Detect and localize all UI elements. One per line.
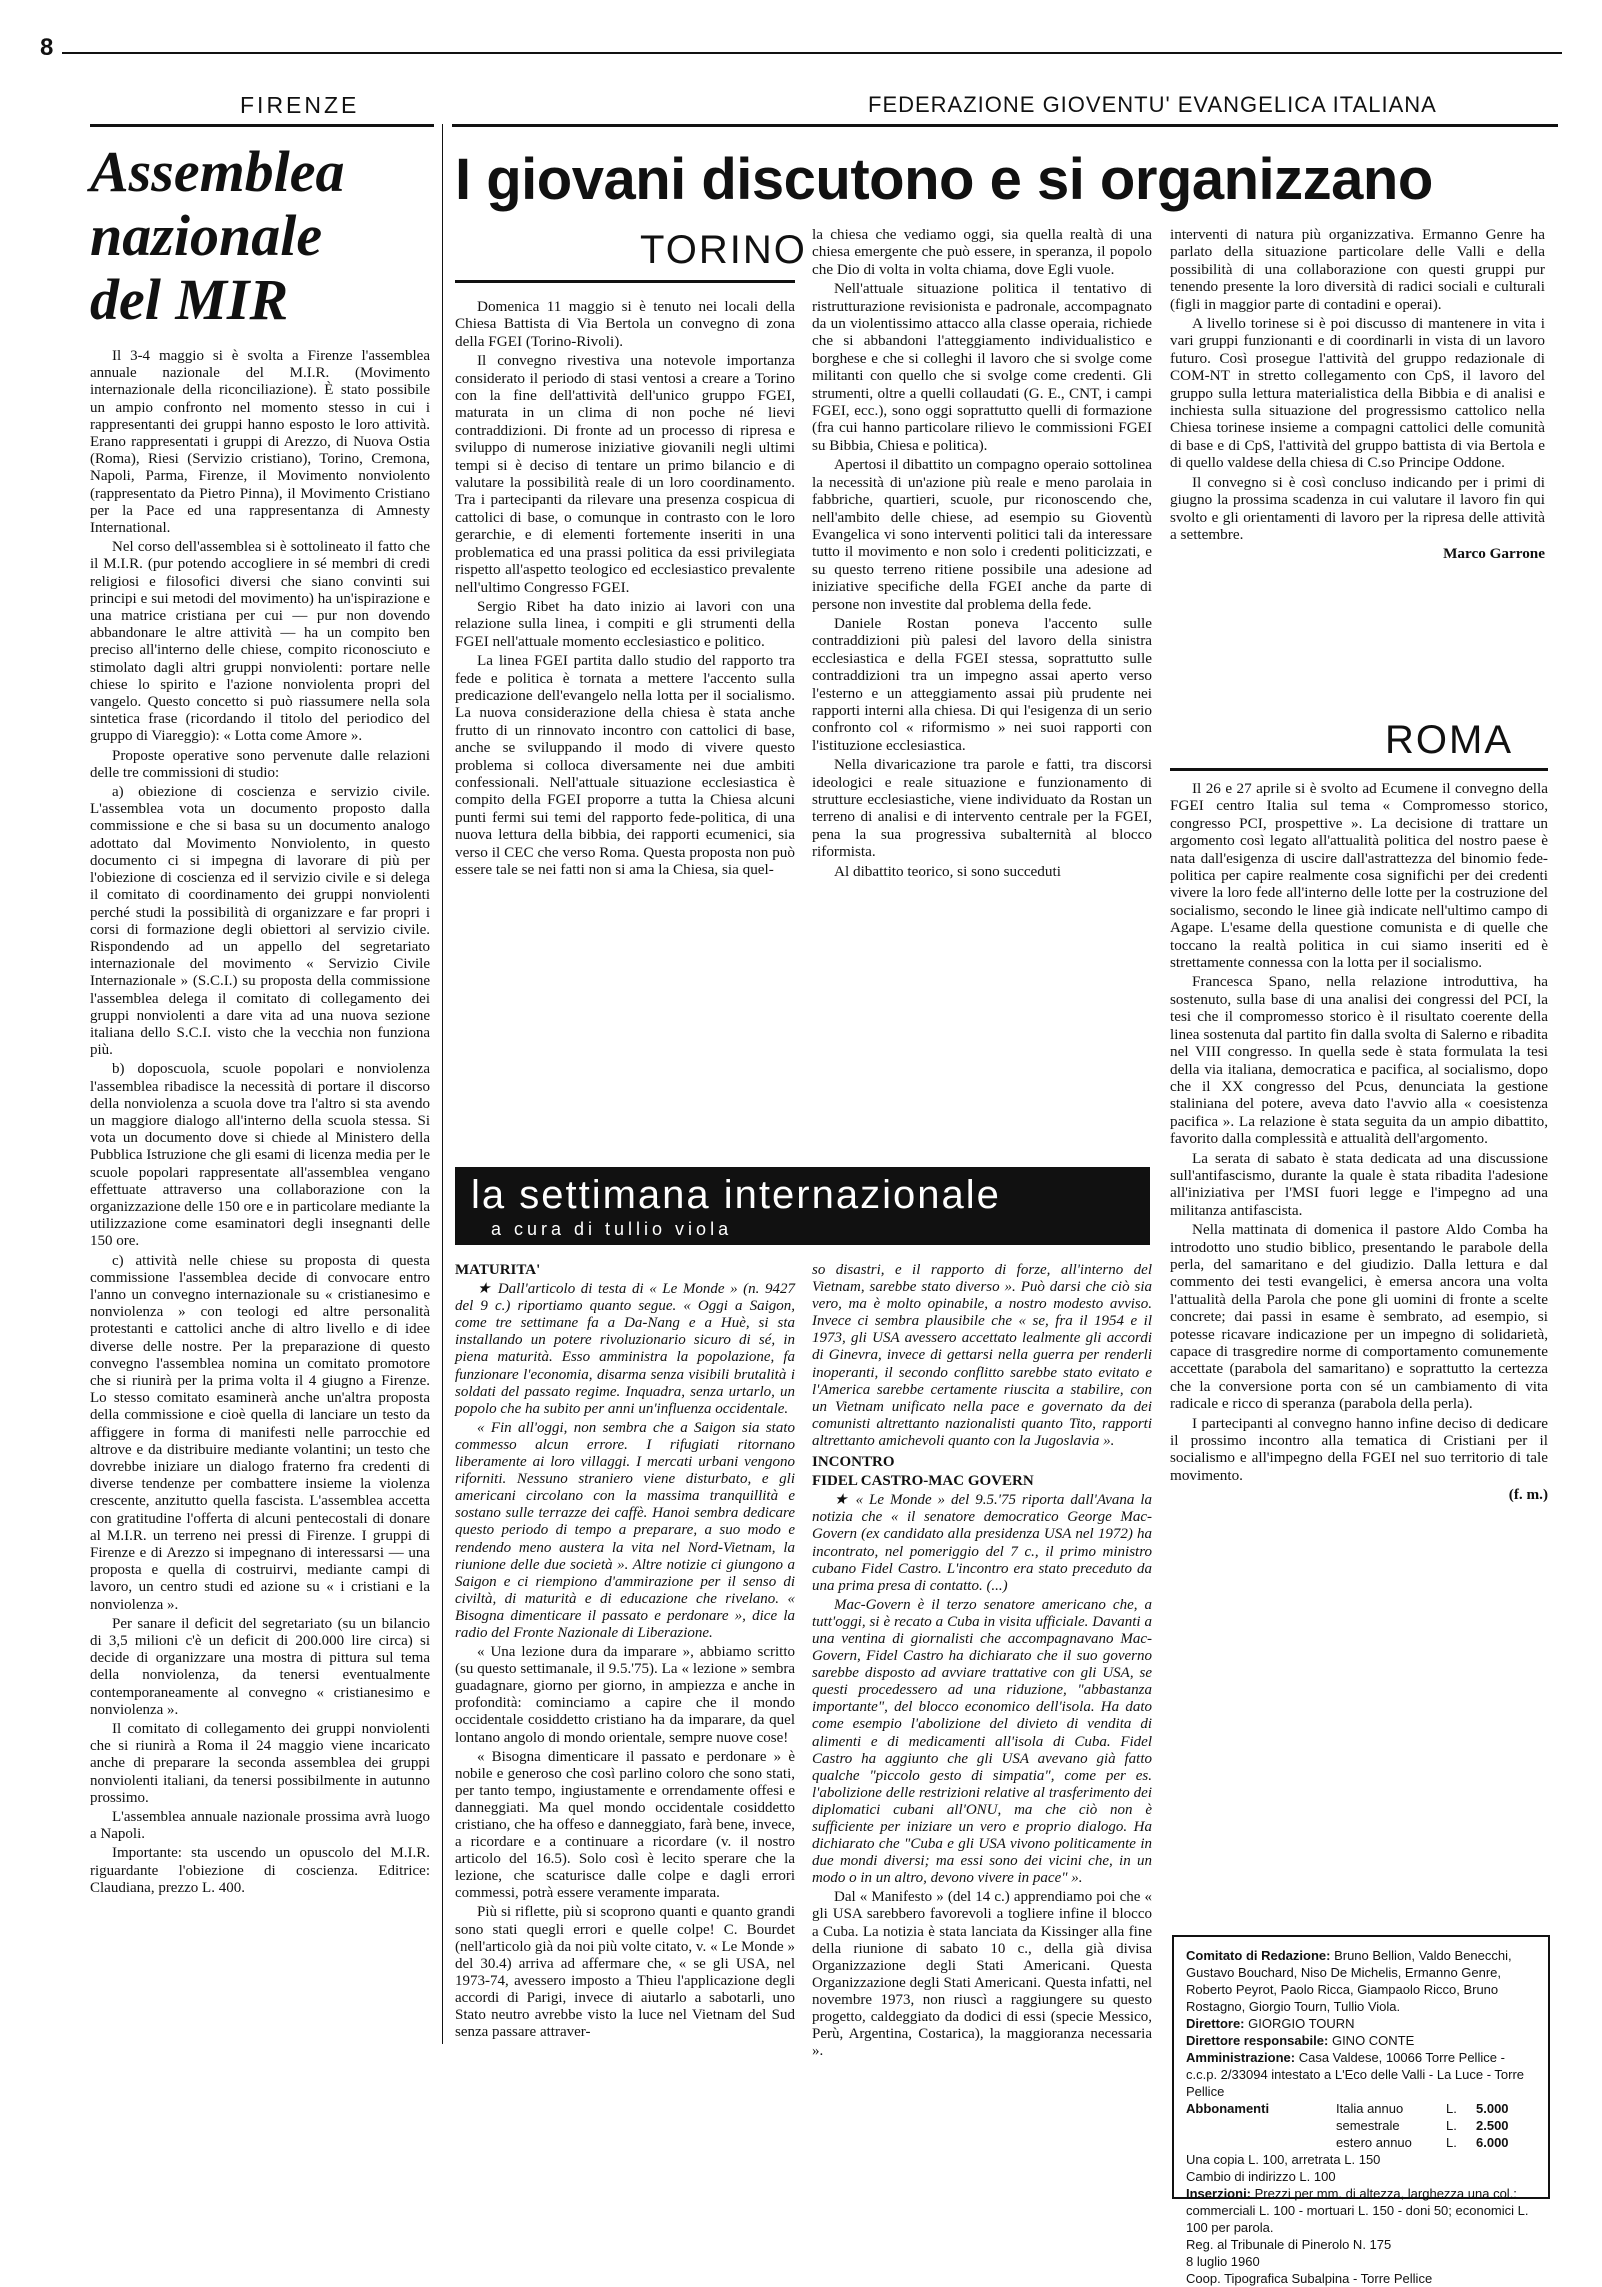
paragraph: Apertosi il dibattito un compagno operaio sottolinea la necessità di un'azione più reale e meno parolaia in fabbriche, quartieri, scuole, pur riconoscendo che, nell'ambito delle chiese, ad esempio su Gioventù Evangelica vi sono interventi politici tali da interessare tutto il movimento e non solo i credenti politicizzati, e su questo terreno ritiene possibile una adesione ad iniziative specifiche della FGEI anche da parte di persone non investite dal problema della fede. (812, 456, 1152, 613)
paragraph: La serata di sabato è stata dedicata ad una discussione sull'antifascismo, durante la quale è stata ribadita l'adesione all'iniziativa per l'MSI fuori legge e l'impegno ad una militanza antifascista. (1170, 1149, 1548, 1219)
colophon-cambio: Cambio di indirizzo L. 100 (1186, 2169, 1336, 2184)
label: Direttore: (1186, 2016, 1245, 2031)
colophon-registrazione-data: 8 luglio 1960 (1186, 2254, 1260, 2269)
signature-fm: (f. m.) (1508, 1486, 1548, 1504)
paragraph: Il comitato di collegamento dei gruppi nonviolenti che si riunirà a Roma il 24 maggio viene incaricato anche di preparare la seconda assemblea dei gruppi nonviolenti italiani, da tenersi possibilmente in autunno prossimo. (90, 1721, 430, 1806)
label: Direttore responsabile: (1186, 2033, 1329, 2048)
paragraph: Daniele Rostan poneva l'accento sulle contraddizioni più palesi del lavoro della sinistra ecclesiastica e della FGEI stessa, soprattutto sulle contraddizioni tra un impegno assai aperto verso l'esterno e un atteggiamento assai più prudente nei rapporti interni alla chiesa. Di qui l'esigenza di un serio confronto col « riformismo » nei suoi rapporti con l'istituzione ecclesiastica. (812, 614, 1152, 754)
colophon-inserzioni (1186, 2185, 1536, 2236)
paragraph: ★ « Le Monde » del 9.5.'75 riporta dall'Avana la notizia che « il senatore democratico George Mac-Govern (ex candidato alla presidenza USA nel 1972) ha incontrato, nel pomeriggio del 7 c., il primo ministro cubano Fidel Castro. L'incontro era stato preceduto da una prima presa di contatto. (...) (812, 1492, 1152, 1594)
section-fgei: FEDERAZIONE GIOVENTU' EVANGELICA ITALIANA (868, 92, 1437, 117)
paragraph: Mac-Govern è il terzo senatore americano che, a tutt'oggi, si è recato a Cuba in visita ufficiale. Davanti a una ventina di giornalisti che accompagnavano Mac-Govern, Fidel Castro ha dichiarato che il suo governo sarebbe disposto ad avviare trattative con gli USA, se questi procedessero ad una riduzione, "abbastanza importante", del blocco economico dell'isola. Ha dato come esempio l'abolizione del divieto di vendita di alimenti e di medicamenti all'isola di Cuba. Fidel Castro ha aggiunto che gli USA avevano già fatto qualche "piccolo gesto di simpatia", come per es. l'abolizione delle restrizioni relative al trasferimento dei diplomatici cubani all'ONU, ma che ciò non è sufficiente per iniziare un vero e proprio dialogo. Ha dichiarato che "Cuba e gli USA vivono politicamente in due mondi diversi; ma essi sono dei vicini che, in un modo o in un altro, devono vivere in pace" ». (812, 1596, 1152, 1887)
paragraph: Sergio Ribet ha dato inizio ai lavori con una relazione sulla linea, i compiti e gli strumenti della FGEI nell'attuale momento ecclesiastico e politico. (455, 597, 795, 650)
paragraph: Domenica 11 maggio si è tenuto nei locali della Chiesa Battista di Via Bertola un convegno di zona della FGEI (Torino-Rivoli). (455, 298, 795, 350)
paragraph: Francesca Spano, nella relazione introduttiva, ha sostenuto, sulla base di una analisi dei congressi del PCI, la tesi che il compromesso storico è il risultato coerente della linea sostenuta dal partito fin dalla svolta di Salerno e ribadita nel VIII congresso. In quella sede è stata formulata la tesi della via italiana, democratica e pacifica, al socialismo, dopo che il XX congresso del Pcus, denunciata la gestione staliniana del potere, aveva dato l'avvio alla « coesistenza pacifica ». La relazione è stata seguita da un ampio dibattito, favorito dalla complessità e attualità dell'argomento. (1170, 973, 1548, 1148)
section-firenze: FIRENZE (240, 92, 360, 118)
torino-col-2 (812, 226, 1152, 1148)
page-number: 8 (40, 34, 54, 61)
settimana-byline: a cura di tullio viola (491, 1219, 733, 1239)
paragraph: L'assemblea annuale nazionale prossima avrà luogo a Napoli. (90, 1809, 430, 1843)
paragraph: c) attività nelle chiese su proposta di questa commissione l'assemblea decide di convocare entro l'anno un convegno internazionale su « cristianesimo e nonviolenza » con teologi ed altre personalità protestanti e cattolici anche di altro livello e di idee diverse delle nostre. Per la preparazione di questo convegno l'assemblea nomina un comitato promotore che si riunirà per la prima volta il 4 giugno a Firenze. Lo stesso comitato esaminerà anche un'altra proposta della commissione e cioè quella di lanciare un testo da affiggere in forma di manifesti nelle parrocchie ed altrove e da distribuire mediante volantini; un testo che dovrebbe iniziare un dialogo fraterno fra credenti di diverse tendenze per combattere insieme la violenza crescente, anzitutto quella fascista. L'assemblea accetta con gratitudine l'offerta di alcuni pentecostali di donare al M.I.R. un terreno nei pressi di Firenze. I gruppi di Firenze e di Arezzo si impegnano di interessarsi — una proposta e quella di costruirvi, mediante campi di lavoro, un centro studi ed azione su « i cristiani e la nonviolenza ». (90, 1252, 430, 1613)
colophon-registrazione: Reg. al Tribunale di Pinerolo N. 175 (1186, 2237, 1392, 2252)
paragraph: Proposte operative sono pervenute dalle relazioni delle tre commissioni di studio: (90, 747, 430, 781)
currency: L. (1446, 2118, 1457, 2133)
column-divider (442, 124, 443, 2044)
settimana-col-1 (455, 1262, 795, 2050)
value: GINO CONTE (1331, 2033, 1415, 2048)
paragraph: A livello torinese si è poi discusso di mantenere in vita i vari gruppi funzionanti e di coordinarli in vista di un lavoro futuro. Così prosegue l'attività del gruppo redazionale di COM-NT in stretto collegamento con CpS, il lavoro del gruppo sulla lettura materialistica della Bibbia e di analisi e inchiesta sulla situazione del progressismo cattolico nella Chiesa torinese insieme a compagni cattolici delle comunità di base e di CpS, l'attività del gruppo battista di via Bertola e di quello valdese della chiesa di C.so Principe Oddone. (1170, 315, 1545, 472)
paragraph: Dal « Manifesto » (del 14 c.) apprendiamo poi che « gli USA sarebbero favorevoli a togliere infine il blocco a Cuba. La notizia è stata lanciata da Kissinger alla fine della riunione di sabato 10 c., della già divisa Organizzazione degli Stati Americani. Questa Organizzazione degli Stati Americani. Questa infatti, nel novembre 1973, non riuscì a raggiungere su questo progetto, caldeggiato da dodici di essi (specie Messico, Perù, Argentina, Costarica), la maggioranza necessaria ». (812, 1889, 1152, 2060)
price-label: semestrale (1336, 2118, 1400, 2133)
header-rule-left (90, 124, 434, 127)
city-torino: TORINO (640, 228, 807, 272)
top-rule (62, 52, 1562, 54)
paragraph: la chiesa che vediamo oggi, sia quella realtà di una chiesa emergente che può essere, in speranza, il popolo che Dio di volta in volta chiama, dove Egli vuole. (812, 226, 1152, 278)
label: Comitato di Redazione: (1186, 1948, 1331, 1963)
value: Casa Valdese, 10066 Torre Pellice - c.c.p. 2/33094 intestato a L'Eco delle Valli - La Luce - Torre Pellice (1186, 2050, 1525, 2099)
paragraph: ★ Dall'articolo di testa di « Le Monde » (n. 9427 del 9 c.) riportiamo quanto segue. « Oggi a Saigon, come tre settimane fa a Da-Nang e a Huè, si sta installando un potere rivoluzionario sicuro di sé, in piena maturità. Esso amministra la popolazione, fa funzionare l'economia, disarma senza visibili brutalità i soldati del passato regime. Inquadra, senza urtarlo, un popolo che ha subito per anni un'influenza occidentale. (455, 1281, 795, 1417)
price-label: estero annuo (1336, 2135, 1412, 2150)
city-roma: ROMA (1385, 718, 1513, 762)
label: Abbonamenti (1186, 2101, 1270, 2116)
paragraph: Più si riflette, più si scoprono quanti e quanto grandi sono stati quegli errori e quelle colpe! C. Bourdet (nell'articolo già da noi più volte citato, v. « Le Monde » del 30.4) arriva ad affermare che, « se gli USA, nel 1973-74, avessero imposto a Thieu l'applicazione degli accordi di Parigi, invece di aiutarlo a sabotarli, uno Stato neutro avrebbe visto la luce nel Vietnam del Sud senza passare attraver- (455, 1904, 795, 2041)
colophon-prices (1186, 2100, 1536, 2151)
paragraph: b) doposcuola, scuole popolari e nonviolenza l'assemblea ribadisce la necessità di portare il discorso della nonviolenza a scuola dove tra l'altro si sta avendo un maggiore dialogo all'interno della scuola stessa. Si vota un documento dove si chiede al Ministero della Pubblica Istruzione che gli esami di licenza media per le scuole popolari rappresentate all'assemblea vengano effettuate attraverso una collaborazione con la organizzazione delle 150 ore e in particolare mediante la utilizzazione come esaminatori degli insegnanti delle 150 ore. (90, 1061, 430, 1250)
torino-rule (455, 280, 795, 283)
roma-rule (1170, 768, 1548, 771)
paragraph: interventi di natura più organizzativa. Ermanno Genre ha parlato della situazione particolare delle Valli e della possibilità di una collaborazione con questi gruppi pur tenendo presente la loro diversità di radici sociali e culturali (figli in maggior parte di contadini e operai). (1170, 226, 1545, 313)
main-headline: I giovani discutono e si organizzano (455, 147, 1433, 212)
paragraph: Nell'attuale situazione politica il tentativo di ristrutturazione revisionista e padronale, accompagnato da un violentissimo attacco alla classe operaia, richiede che si abbandoni l'atteggiamento individualistico e borghese e che si colleghi il lavoro che si svolge come militanti con quello che si svolge come credenti. Gli strumenti, oltre a quelli collaudati (G. E., CNT, i campi FGEI, ecc.), sono oggi soprattutto quelli di formazione (fra cui hanno particolare rilievo le commissioni FGEI su Bibbia, Chiesa e politica). (812, 280, 1152, 454)
mir-title-line-3: del MIR (90, 267, 289, 332)
colophon-redazione (1186, 1947, 1536, 2015)
paragraph: Il 3-4 maggio si è svolta a Firenze l'assemblea annuale nazionale del M.I.R. (Movimento internazionale della riconciliazione). È stato possibile un ampio confronto nel momento stesso in cui i rappresentanti dei gruppi hanno esposto le loro attività. Erano rappresentati i gruppi di Arezzo, di Nuova Ostia (Roma), Riesi (Servizio cristiano), Torino, Cremona, Napoli, Parma, Firenze, il Movimento nonviolento (rappresentato da Pietro Pinna), il Movimento Cristiano per la Pace ed una rappresentanza di Amnesty International. (90, 348, 430, 537)
paragraph: Il convegno si è così concluso indicando per i primi di giugno la prossima scadenza in cui valutare il lavoro fin qui svolto e gli orientamenti di lavoro per la ripresa delle attività a settembre. (1170, 473, 1545, 543)
mir-title-line-2: nazionale (90, 203, 323, 268)
mir-title-line-1: Assemblea (90, 139, 345, 204)
colophon-amministrazione (1186, 2049, 1536, 2100)
mir-body (90, 348, 430, 2050)
paragraph: Nel corso dell'assemblea si è sottolineato il fatto che il M.I.R. (pur potendo accogliere in sé membri di credi religiosi e filosofici diversi che siano convinti sui principi e sui metodi del movimento) ha un'ispirazione e una matrice cristiana per cui — pur non dovendo abbandonare le altre attività — ha un compito ben preciso all'interno delle chiese, compito riconosciuto e stimolato dagli altri gruppi nonviolenti: portare nelle chiese lo spirito e l'azione nonviolenta propri del vangelo. Questo concetto si può riassumere nella sola sintetica frase (ricordando il titolo del periodico del gruppo di Viareggio): « Lotta come Amore ». (90, 539, 430, 745)
mir-title (90, 140, 430, 332)
label: Amministrazione: (1186, 2050, 1296, 2065)
value: Bruno Bellion, Valdo Benecchi, Gustavo Bouchard, Niso De Michelis, Ermanno Genre, Roberto Peyrot, Paolo Ricca, Giampaolo Ricco, Bruno Rostagno, Giorgio Tourn, Tullio Viola. (1186, 1948, 1512, 2014)
value: GIORGIO TOURN (1248, 2016, 1355, 2031)
paragraph: I partecipanti al convegno hanno infine deciso di dedicare il prossimo incontro alla tematica di Cristiani per il socialismo e all'impegno della FGEI nel suo territorio di tale movimento. (1170, 1414, 1548, 1484)
colophon-direttore (1186, 2015, 1536, 2032)
heading-incontro: INCONTRO (812, 1454, 895, 1471)
signature-garrone: Marco Garrone (1443, 545, 1545, 563)
paragraph: a) obiezione di coscienza e servizio civile. L'assemblea vota un documento proposto dalla commissione e che si basa su un documento analogo adottato dal Movimento Nonviolento, in questo documento ci si impegna di lavorare di più per l'obiezione di coscienza ed il servizio civile e si delega il comitato di coordinamento dei gruppi nonviolenti perché studi la possibilità di organizzare e far propri i corsi di formazione degli obiettori al servizio civile. Rispondendo ad un appello del segretariato internazionale del movimento « Servizio Civile Internazionale » (S.C.I.) su proposta della commissione l'assemblea delega il comitato di collegamento dei gruppi nonviolenti a dare vita ad una nuova sezione italiana dello S.C.I. visto che la vecchia non funziona più. (90, 784, 430, 1059)
colophon-tipografia: Coop. Tipografica Subalpina - Torre Pellice (1186, 2271, 1433, 2286)
colophon-copia: Una copia L. 100, arretrata L. 150 (1186, 2152, 1381, 2167)
heading-maturita: MATURITA' (455, 1262, 541, 1278)
paragraph: « Una lezione dura da imparare », abbiamo scritto (su questo settimanale, il 9.5.'75). La « lezione » sembra guadagnare, giorno per giorno, in ampiezza e anche in profondità: cominciamo a capire che il mondo occidentale cosiddetto cristiano ha da imparare, da quel lontano angolo di mondo orientale, sempre nuove cose! (455, 1644, 795, 1746)
paragraph: so disastri, e il rapporto di forze, all'interno del Vietnam, sarebbe stato diverso ». Può darsi che ciò sia vero, ma è molto opinabile, a nostro modesto avviso. Invece ci sembra plausibile che « se, fra il 1954 e il 1973, gli USA avessero accettato lealmente gli accordi di Ginevra, invece di gettarsi nella guerra per renderli inoperanti, il secondo conflitto sarebbe stato evitato e l'America sarebbe certamente riuscita a stabilire, con un Vietnam unificato nella pace e governato da dei comunisti altrettanto nazionalisti quanto Tito, rapporti altrettanto amichevoli quanto con la Jugoslavia ». (812, 1262, 1152, 1449)
paragraph: Il 26 e 27 aprile si è svolto ad Ecumene il convegno della FGEI centro Italia sul tema « Compromesso storico, congresso PCI, prospettive ». La decisione di trattare un argomento così legato all'attualità politica del nostro paese è nata dall'esigenza di uscire dall'astrattezza del binomio fede-politica per capire realmente cosa significhi per dei credenti vivere la loro fede all'interno delle lotte per la costruzione del socialismo, secondo le linee già indicate nell'ultimo campo di Agape. L'esame della questione comunista e di quelle che toccano la realtà politica in cui siamo inseriti ed è strettamente connessa con la lotta per il socialismo. (1170, 780, 1548, 972)
roma-body (1170, 780, 1548, 1925)
heading-castro-macgovern: FIDEL CASTRO-MAC GOVERN (812, 1473, 1034, 1490)
paragraph: Nella mattinata di domenica il pastore Aldo Comba ha introdotto uno studio biblico, presentando le parabole della perla, del samaritano e del giudizio. Dalla lettura e dal commento dei testi evangelici, è emersa ancora una volta l'attualità della Parola che pone gli uomini di fronte a scelte concrete; dai passi in esame è sembrato, ad esempio, si potesse ricavare indicazione per un impegno di solidarietà, capace di trasgredire norme di comportamento comunemente accettate (parabola del samaritano) e soprattutto la certezza che la conversione porta con sé un cambiamento di vita radicale e ricco di speranza (parabola della perla). (1170, 1221, 1548, 1413)
colophon-responsabile (1186, 2032, 1536, 2049)
price-value: 2.500 (1476, 2118, 1509, 2133)
paragraph: La linea FGEI partita dallo studio del rapporto tra fede e politica è tornata a mettere l'accento sulla predicazione dell'evangelo nella lotta per il socialismo. La nuova considerazione della chiesa è stata anche frutto di un rinnovato incontro con cattolici di base, anche se sviluppando il modo di vivere questo problema si colloca diversamente nei due ambiti confessionali. Nell'attuale situazione ecclesiastica è compito della FGEI proporre a tutta la Chiesa alcuni punti fermi sui temi del rapporto fede-politica, di una nuova lettura della bibbia, dei rapporti ecumenici, sia verso il CEC che verso Roma. Questa proposta non può essere tale se nei fatti non si ama la Chiesa, sia quel- (455, 652, 795, 878)
paragraph: Per sanare il deficit del segretariato (su un bilancio di 3,5 milioni c'è un deficit di 200.000 lire circa) si decide di organizzare una mostra di pittura sul tema della nonviolenza, da tenersi eventualmente contemporaneamente al convegno « cristianesimo e nonviolenza ». (90, 1615, 430, 1718)
price-label: Italia annuo (1336, 2101, 1404, 2116)
settimana-banner (455, 1167, 1150, 1245)
settimana-col-2 (812, 1262, 1152, 2060)
paragraph: Il convegno rivestiva una notevole importanza considerato il periodo di stasi ventosi a crearе a Torino con la fine dell'attività dell'unico gruppo FGEI, maturata in un clima di non poche né lievi contraddizioni. Di fronte ad un processo di ripresa e sviluppo di numerose iniziative giovanili negli ultimi tempi si è deciso di tentare un primo bilancio e di valutare la possibilità reale di un loro coordinamento. Tra i partecipanti da rilevare una presenza cospicua di cattolici di base, o comunque in contrasto con le loro gerarchie, e di elementi fortemente inseriti in una problematica ed una prassi politica da essi privilegiata rispetto all'aspetto teologico ed ecclesiastico prevalente nell'ultimo Congresso FGEI. (455, 352, 795, 596)
paragraph: Al dibattito teorico, si sono succeduti (834, 862, 1061, 880)
torino-col-1 (455, 298, 795, 1148)
label: Inserzioni: (1186, 2186, 1252, 2201)
currency: L. (1446, 2101, 1457, 2116)
colophon-box (1172, 1935, 1550, 2286)
paragraph: « Bisogna dimenticare il passato e perdonare » è nobile e generoso che così parlino coloro che sono stati, per tanto tempo, ingiustamente e orrendamente offesi e danneggiati. Ma quel mondo occidentale cosiddetto cristiano, che ha offeso e danneggiato, farà bene, invece, a ricordare e a continuare a ricordare (v. il nostro articolo del 16.5). Solo così è lecito sperare che la lezione, che scaturisce dalle colpe e dagli errori commessi, potrà essere veramente imparata. (455, 1748, 795, 1902)
paragraph: Nella divaricazione tra parole e fatti, tra discorsi ideologici e reale situazione e funzionamento di strutture ecclesiastiche, viene individuato da Rostan un terreno di analisi e di intervento centrale per la FGEI, pena la sua progressiva subalternità al blocco riformista. (812, 756, 1152, 861)
currency: L. (1446, 2135, 1457, 2150)
price-value: 5.000 (1476, 2101, 1509, 2116)
header-rule-right (452, 124, 1558, 127)
paragraph: Importante: sta uscendo un opuscolo del M.I.R. riguardante l'obiezione di coscienza. Editrice: Claudiana, prezzo L. 400. (90, 1845, 430, 1896)
price-value: 6.000 (1476, 2135, 1509, 2150)
settimana-title: la settimana internazionale (471, 1173, 1001, 1217)
torino-col-3 (1170, 226, 1545, 706)
value: Prezzi per mm. di altezza, larghezza una col.: commerciali L. 100 - mortuari L. 150 - doni 50; economici L. 100 per parola. (1186, 2186, 1529, 2235)
paragraph: « Fin all'oggi, non sembra che a Saigon sia stato commesso alcun errore. I rifugiati ritornano liberamente ai loro villaggi. I mercati urbani vengono riforniti. Nessuno straniero viene disturbato, e gli americani circolano con la massima tranquillità e sostano sulle terrazze dei caffè. Hanoi sembra dedicare questo periodo di tempo a preparare, a suo modo e rendendo meno austera la vita nel Nord-Vietnam, la riunione delle due società ». Altre notizie ci giungono a Saigon e ci riempiono d'ammirazione per il senso di civiltà, di maturità e di educazione che rivelano. « Bisogna dimenticare il passato e perdonare », dice la radio del Fronte Nazionale di Liberazione. (455, 1419, 795, 1641)
